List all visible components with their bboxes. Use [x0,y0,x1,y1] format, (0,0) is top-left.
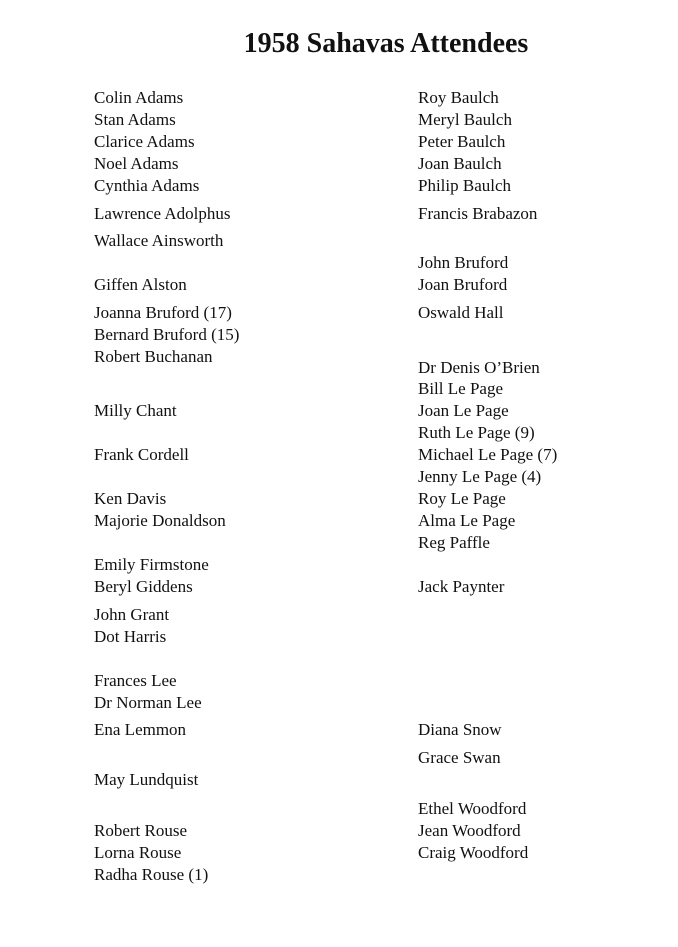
attendee-name: Alma Le Page [418,511,516,530]
attendee-name: Roy Baulch [418,88,499,107]
attendee-name: Joan Baulch [418,154,502,173]
attendee-name: Radha Rouse (1) [94,865,209,884]
attendee-name: Diana Snow [418,720,502,739]
attendee-name: Craig Woodford [418,843,529,862]
attendee-name: Philip Baulch [418,176,512,195]
attendee-name: Joanna Bruford (17) [94,303,232,322]
attendee-name: Stan Adams [94,110,176,129]
attendee-name: Robert Rouse [94,821,188,840]
attendee-name: Beryl Giddens [94,577,193,596]
attendee-name: Cynthia Adams [94,176,200,195]
attendee-name: Wallace Ainsworth [94,231,224,250]
attendee-name: Noel Adams [94,154,179,173]
attendee-name: John Grant [94,605,170,624]
attendee-name: Roy Le Page [418,489,506,508]
attendee-name: Clarice Adams [94,132,195,151]
attendee-name: Bill Le Page [418,379,503,398]
attendee-name: Dr Denis O’Brien [418,358,540,377]
attendee-name: Dr Norman Lee [94,693,202,712]
attendee-name: Frances Lee [94,671,177,690]
attendee-name: Meryl Baulch [418,110,512,129]
attendee-name: Jenny Le Page (4) [418,467,542,486]
attendee-name: Reg Paffle [418,533,490,552]
attendee-name: Giffen Alston [94,275,187,294]
attendee-name: Oswald Hall [418,303,504,322]
attendee-name: Milly Chant [94,401,177,420]
attendee-name: Ethel Woodford [418,799,527,818]
page-title: 1958 Sahavas Attendees [243,28,529,59]
attendee-name: Emily Firmstone [94,555,209,574]
attendee-name: Jean Woodford [418,821,521,840]
attendee-name: Ena Lemmon [94,720,187,739]
attendee-name: Francis Brabazon [418,204,538,223]
attendee-name: Peter Baulch [418,132,506,151]
attendee-name: Majorie Donaldson [94,511,226,530]
attendee-name: Joan Bruford [418,275,508,294]
attendee-name: Joan Le Page [418,401,509,420]
attendee-name: Lawrence Adolphus [94,204,231,223]
attendee-name: Ken Davis [94,489,167,508]
attendee-name: Lorna Rouse [94,843,182,862]
attendee-name: Ruth Le Page (9) [418,423,535,442]
attendee-name: May Lundquist [94,770,199,789]
attendee-name: Michael Le Page (7) [418,445,558,464]
attendee-name: Frank Cordell [94,445,189,464]
attendee-name: Grace Swan [418,748,501,767]
attendee-name: Dot Harris [94,627,167,646]
attendee-name: Robert Buchanan [94,347,213,366]
attendee-name: Bernard Bruford (15) [94,325,240,344]
attendee-name: Jack Paynter [418,577,505,596]
attendee-name: Colin Adams [94,88,184,107]
attendee-name: John Bruford [418,253,509,272]
